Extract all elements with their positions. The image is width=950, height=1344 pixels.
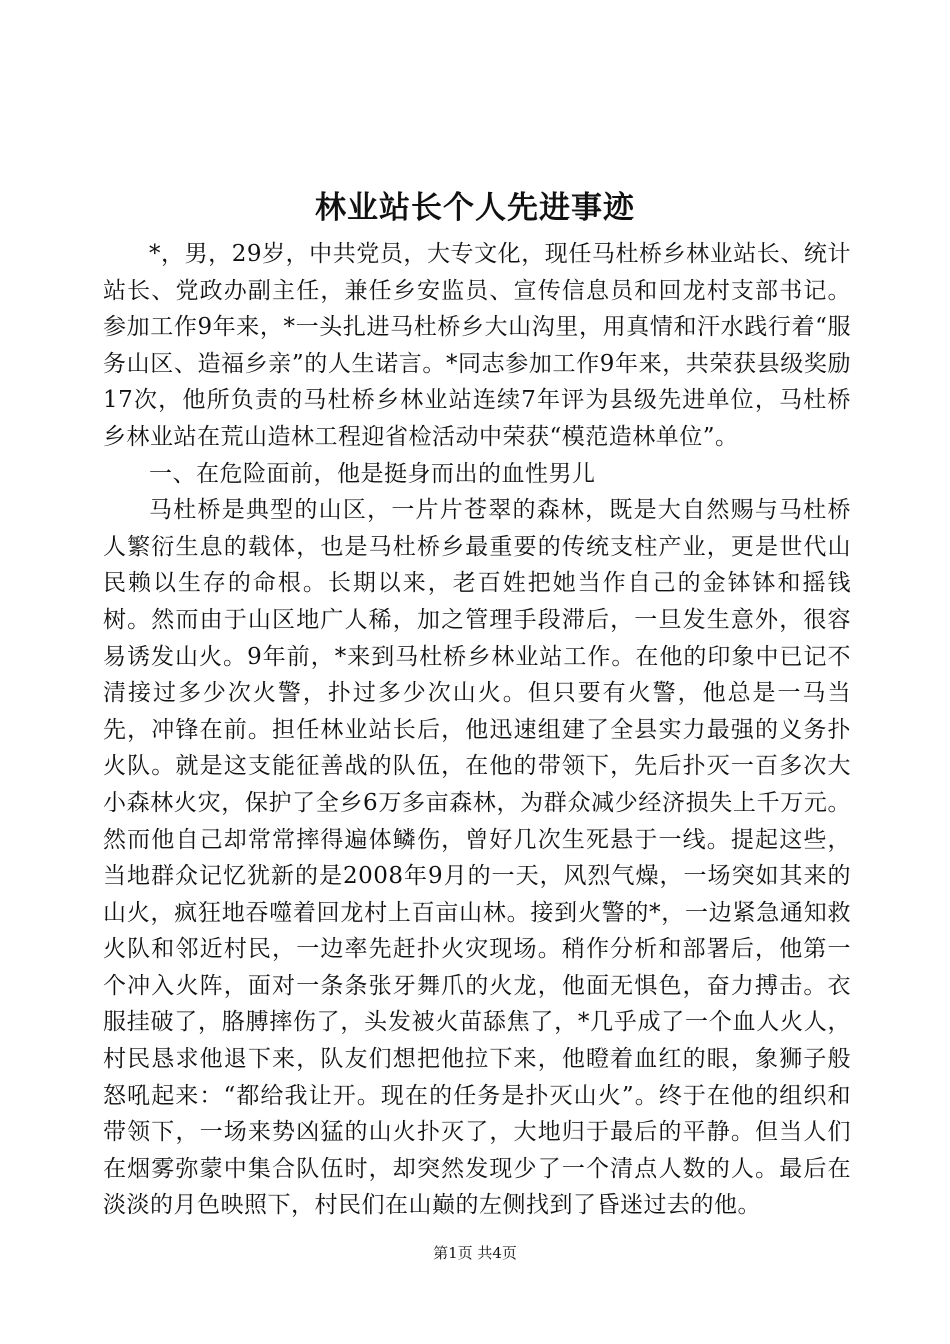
section-heading: 一、在危险面前，他是挺身而出的血性男儿 xyxy=(149,460,596,487)
paragraph-intro: *，男，29岁，中共党员，大专文化，现任马杜桥乡林业站长、统计站长、党政办副主任，兼任乡安监员、宣传信息员和回龙村支部书记。参加工作9年来，*一头扎进马杜桥乡大山沟里，用真情和汗水践行着“服务山区、造福乡亲”的人生诺言。*同志参加工作9年来，共荣获县级奖励17次，他所负责的马杜桥乡林业站连续7年评为县级先进单位，马杜桥乡林业站在荒山造林工程迎省检活动中荣获“模范造林单位”。 xyxy=(103,241,851,450)
page-footer: 第1页 共4页 xyxy=(433,1244,517,1262)
document-title: 林业站长个人先进事迹 xyxy=(315,190,635,226)
document-body xyxy=(103,236,851,1224)
paragraph-fire-story: 马杜桥是典型的山区，一片片苍翠的森林，既是大自然赐与马杜桥人繁衍生息的载体，也是马杜桥乡最重要的传统支柱产业，更是世代山民赖以生存的命根。长期以来，老百姓把她当作自己的金钵钵和摇钱树。然而由于山区地广人稀，加之管理手段滞后，一旦发生意外，很容易诱发山火。9年前，*来到马杜桥乡林业站工作。在他的印象中已记不清接过多少次火警，扑过多少次山火。但只要有火警，他总是一马当先，冲锋在前。担任林业站长后，他迅速组建了全县实力最强的义务扑火队。就是这支能征善战的队伍，在他的带领下，先后扑灭一百多次大小森林火灾，保护了全乡6万多亩森林，为群众减少经济损失上千万元。然而他自己却常常摔得遍体鳞伤，曾好几次生死悬于一线。提起这些，当地群众记忆犹新的是2008年9月的一天，风烈气燥，一场突如其来的山火，疯狂地吞噬着回龙村上百亩山林。接到火警的*，一边紧急通知救火队和邻近村民，一边率先赶扑火灾现场。稍作分析和部署后，他第一个冲入火阵，面对一条条张牙舞爪的火龙，他面无惧色，奋力搏击。衣服挂破了，胳膊摔伤了，头发被火苗舔焦了，*几乎成了一个血人火人，村民恳求他退下来，队友们想把他拉下来，他瞪着血红的眼，象狮子般怒吼起来：“都给我让开。现在的任务是扑灭山火”。终于在他的组织和带领下，一场来势凶猛的山火扑灭了，大地归于最后的平静。但当人们在烟雾弥蒙中集合队伍时，却突然发现少了一个清点人数的人。最后在淡淡的月色映照下，村民们在山巅的左侧找到了昏迷过去的他。 xyxy=(103,497,851,1219)
